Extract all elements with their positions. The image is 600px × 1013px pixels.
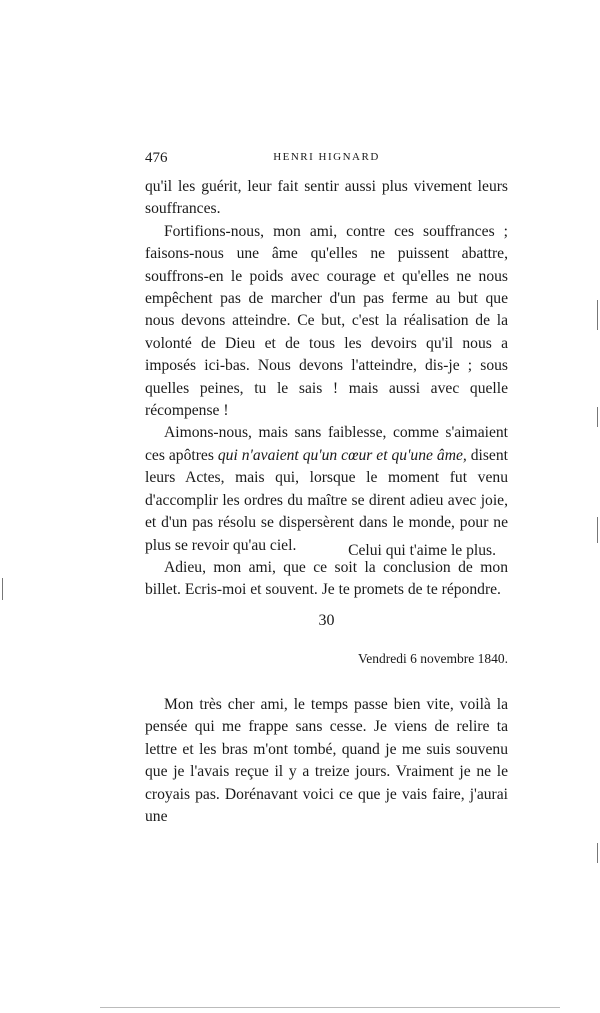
paragraph	[145, 221, 508, 423]
scan-mark	[597, 407, 598, 427]
paragraph	[145, 557, 508, 602]
paragraph	[145, 694, 508, 828]
text-run: Aimons-nous, mais sans faiblesse, comme s'aimaient ces apôtres	[145, 424, 508, 464]
text-run: Fortifions-nous, mon ami, contre ces souffrances ; faisons-nous une âme qu'elles ne puissent abattre, souffrons-en le poids avec courage et qu'elles ne nous empêchent pas de marcher d'un pas ferme au but que nous devons atteindre. Ce but, c'est la réalisation de la volonté de Dieu et de tous les devoirs qu'il nous a imposés ici-bas. Nous devons l'atteindre, dis-je ; sous quelles peines, tu le sais ! mais aussi avec quelle récompense !	[145, 222, 508, 420]
italic-quote: qui n'avaient qu'un cœur et qu'une âme,	[217, 446, 467, 464]
text-run: Adieu, mon ami, que ce soit la conclusion de mon billet. Ecris-moi et souvent. Je te promets de te répondre.	[145, 558, 508, 599]
page-number: 476	[145, 150, 168, 166]
text-run: disent leurs Actes, mais qui, lorsque le moment fut venu d'accomplir les ordres du maître se dirent adieu avec joie, et d'un pas résolu se dispersèrent dans le monde, pour ne plus se revoir qu'au ciel.	[145, 446, 508, 554]
letter-date: Vendredi 6 novembre 1840.	[358, 651, 508, 666]
paragraph	[145, 422, 508, 556]
page-header	[145, 150, 508, 170]
running-head: HENRI HIGNARD	[273, 151, 380, 163]
text-run: Mon très cher ami, le temps passe bien vite, voilà la pensée qui me frappe sans cesse. Je viens de relire ta lettre et les bras m'ont tombé, quand je me suis souvenu que je l'avais reçue il y a treize jours. Vraiment je ne le croyais pas. Dorénavant voici ce que je vais faire, j'aurai une	[145, 696, 508, 826]
scan-mark	[597, 300, 598, 330]
scan-mark	[597, 517, 598, 543]
letter-number: 30	[318, 612, 335, 629]
letter-signature: Celui qui t'aime le plus.	[348, 542, 496, 559]
scan-mark	[597, 843, 598, 863]
scan-mark	[2, 578, 3, 600]
paragraph	[145, 176, 508, 221]
body-text-letter-30	[145, 694, 508, 828]
body-text	[145, 176, 508, 602]
scan-edge	[100, 1007, 560, 1008]
text-run: qu'il les guérit, leur fait sentir aussi plus vivement leurs souffrances.	[145, 178, 508, 218]
